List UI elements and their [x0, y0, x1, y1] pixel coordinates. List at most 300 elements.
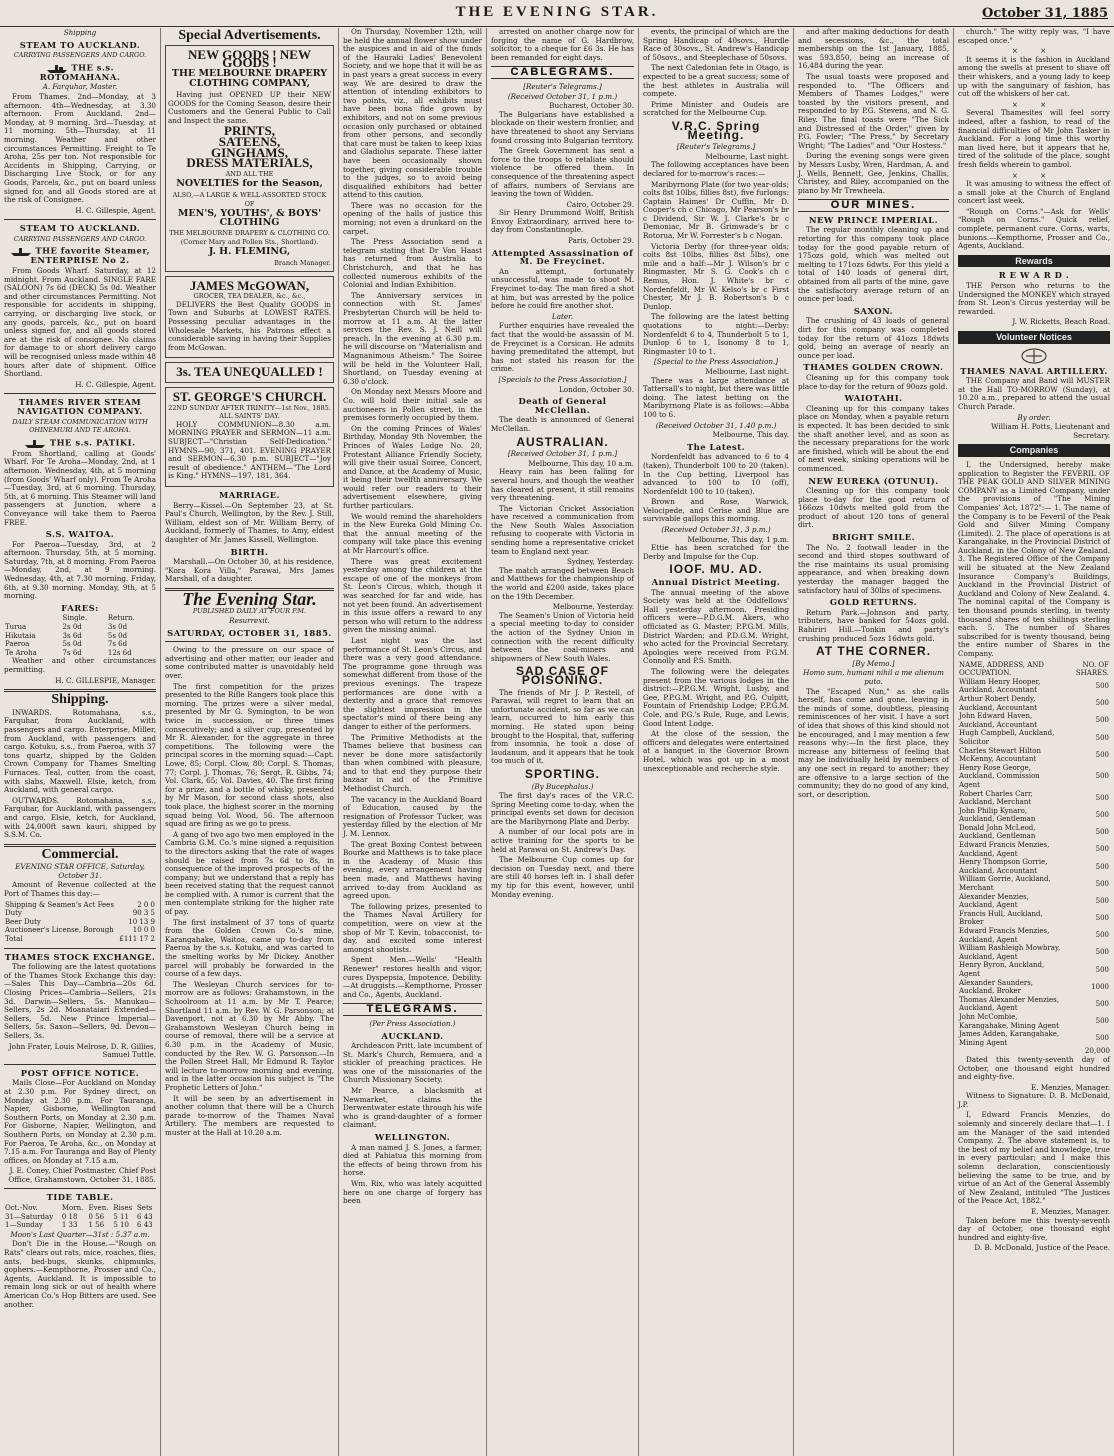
table-row [958, 893, 1110, 910]
news-paragraph: church." The witty reply was, "I have escaped once." [958, 28, 1110, 45]
editorial-paragraph: It will be seen by an advertisement in another column that there will be a Church parade to-morrow of the Thames Naval Artillery. The members are requested to muster at the Hall at 10.20 a.m. [165, 1093, 334, 1137]
table-cell: 500 [1095, 845, 1109, 854]
news-paragraph: An attempt, fortunately unsuccessful, was made to shoot M. Freycinet to-day. The man fired a shot at him, but was arrested by the police before he could fire another shot. [491, 266, 634, 311]
table-total-row [4, 935, 156, 944]
table-cell: Donald John McLeod, Auckland, Gentleman [959, 823, 1036, 841]
mine-name: BRIGHT SMILE. [831, 532, 916, 543]
birth-title: BIRTH. [230, 546, 269, 557]
reward-body: THE Person who returns to the Undersigned the MONKEY which strayed from St. Leon's Circus yesterday will be rewarded. [958, 281, 1110, 316]
paper-date: SATURDAY, OCTOBER 31, 1885. [167, 627, 332, 638]
table-cell: Beer Duty [5, 917, 41, 926]
declaration-footer: Taken before me this twenty-seventh day of October, one thousand eight hundred and eighty-five, [958, 1215, 1110, 1242]
table-cell: 500 [1095, 914, 1109, 923]
table-cell: Hikutaia [5, 631, 36, 640]
table-cell: £111 17 2 [119, 935, 155, 944]
ad-item: SATEENS, [218, 133, 281, 149]
ad-company: CLOTHING COMPANY, [189, 78, 310, 90]
mine-report: Cleaning up for this company took place to-day for the good return of 166ozs 10dwts melted gold from the product of about 120 tons of general dirt. [798, 486, 949, 530]
editorial-paragraph: The Wesleyan Church services for to-morrow are as follows: Grahamstown, in the Schoolroom at 11 a.m. by Mr T. Pearce; Shortland 11 a.m. by Rev. W. G. Parsonson; at Davenport, not at 6.30 by Mr Abby. The Grahamstown Wesleyan Church being in course of removal, there will be a service at 6.30 p.m. in the Academy of Music, conducted by the Rev. W. G. Parsonson.—In the Pollen Street Hall, Mr Edmund R. Taylor will lecture to-morrow morning and evening, and in the latter occasion his subject is "The Prophetic Letters of John." [165, 979, 334, 1092]
ad-headline: ST. GEORGE'S CHURCH. [172, 389, 327, 404]
mine-report: The crushing of 43 loads of general dirt for this company was completed today for the return of 41ozs 18dwts gold, being an average of nearly an ounce per load. [798, 316, 949, 360]
volunteer-body: THE Company and Band will MUSTER at the Hall TO-MORROW (Sunday), at 10.20 a.m., prepared to attend the usual Church Parade. [958, 376, 1110, 411]
ad-subtitle: DAILY STEAM COMMUNICATION WITH OHINEMURI AND TE AROHA. [12, 417, 148, 435]
divider [4, 1064, 156, 1065]
ad-subtitle: CARRYING PASSENGERS AND CARGO. [13, 234, 147, 243]
table-cell: 500 [1095, 879, 1109, 888]
section-marks: × × [1011, 170, 1057, 180]
ad-mens-clothing: MEN'S, YOUTHS', & BOYS' CLOTHING [177, 208, 322, 228]
table-cell: 500 [1095, 828, 1109, 837]
dated-line: Dated this twenty-seventh day of October, one thousand eight hundred and eighty-five. [958, 1054, 1110, 1082]
table-cell: 3s 0d [107, 623, 128, 632]
story-heading: Annual District Meeting. [651, 577, 781, 588]
table-cell: 500 [1095, 896, 1109, 905]
table-row [4, 926, 156, 935]
masthead [0, 0, 1114, 27]
ship-name: THE s.s. ROTOMAHANA. [39, 62, 121, 82]
story-heading: The Latest. [686, 441, 746, 452]
table-row [4, 1221, 156, 1230]
news-paragraph: The next Caledonian fete in Otago, is expected to be a great success; some of the best athletes in Australia will compete. [643, 63, 789, 99]
corner-heading: AT THE CORNER. [815, 644, 932, 659]
table-row [958, 858, 1110, 875]
grocer-ad [165, 276, 334, 359]
table-cell: Hugh Campbell, Auckland, Solicitor [959, 729, 1055, 746]
table-row [958, 729, 1110, 746]
table-cell: 10 13 9 [128, 917, 155, 926]
table-row [958, 1013, 1110, 1030]
news-paragraph: We would remind the shareholders in the New Eureka Gold Mining Co. that the annual meeting of the company will take place this evening at Mr Harcourt's office. [343, 511, 482, 556]
shares-total: 20,000 [1084, 1046, 1110, 1056]
dateline: AUCKLAND. [381, 1030, 444, 1041]
exchange-signature: John Frater, Louis Melrose, D. R. Gillies, Samuel Tuttle. [8, 1041, 156, 1060]
editorial-paragraph: A gang of two ago two men employed in the Cambria G.M. Co.'s mine signed a requisition to the directors asking that the rate of wages should be raised from 7s 6d to 8s, in consequence of the improved prospects of the company; but we understand that a reply has been received stating that the request cannot be complied with. A rumor is current that the men contemplate striking for the higher rate of pay. [165, 829, 334, 917]
table-cell: 500 [1095, 699, 1109, 708]
received-time: (Received October 31, 1.40 p.m.) [655, 420, 777, 430]
post-signature: J. E. Coney, Chief Postmaster. Chief Post Office, Grahamstown, October 31, 1885. [8, 1166, 156, 1184]
table-row [958, 927, 1110, 944]
ship-name: THE favorite Steamer, ENTERPRISE No 2. [4, 246, 156, 265]
table-cell: Te Aroha [5, 648, 37, 657]
table-cell: 0 56 [88, 1212, 105, 1221]
mine-name: NEW EUREKA (OTUNUI). [808, 475, 939, 486]
table-cell: 500 [1095, 793, 1109, 802]
news-paragraph: Mr Pearce, a blacksmith at Newmarket, claims the Derwentwater estate through his wife who is grand-daughter of a former claimant. [343, 1086, 482, 1130]
news-paragraph: The Greek Government has sent a force to the troops to retaliate should violence be offered them. In consequence of the threatening aspect of affairs, numbers of Servians are leaving the town of Widden. [491, 146, 634, 199]
inwards: INWARDS. Rotomahana, s.s., Farquhar, from Auckland, with passengers and cargo. Enterprise, Miller, from Auckland, with passengers and cargo. Kotuku, s.s., from Paeroa, with 37 tons quartz, shipped by the Golden Crown Company for Thames Smelting Furnaces. Teal, cutter, from the coast, with slabs, Maxwell. Elsie, ketch, from Auckland, with general cargo. [4, 707, 156, 795]
table-cell: Turua [5, 623, 27, 632]
fares-title: FARES: [61, 602, 99, 613]
sporting-heading: SPORTING. [524, 766, 600, 781]
news-paragraph: Last night was the last performance of St. Leon's Circus, and there was a very good attendance. The programme gone through was somewhat different from those of the previous evenings. The trapeze performances are done with a dexterity and a grace that removes the slightest impression in the spectator's mind of there being any danger to either of the performers. [343, 635, 482, 731]
ad-title: THAMES RIVER STEAM NAVIGATION COMPANY. [17, 397, 143, 416]
table-cell: 500 [1095, 810, 1109, 819]
section-marks: × × [1011, 46, 1057, 56]
ad-footer: THE MELBOURNE DRAPERY & CLOTHING CO. (Corner Mary and Pollen Sts., Shortland). [169, 229, 330, 246]
news-paragraph: Wm. Rix, who was lately acquitted here on one charge of forgery has been [343, 1179, 482, 1206]
mine-report: Return Park.—Johnson and party, tributers, have banked for 54ozs gold. Rahiriri Hill.—Tonkin and party's crushing produced 5ozs 16dwts gold. [798, 607, 949, 643]
declaration-signature: E. Menzies, Manager. [1031, 1207, 1110, 1216]
news-paragraph: The death is announced of General McClellan. [491, 415, 634, 433]
exchange-title: THAMES STOCK EXCHANGE. [4, 951, 156, 962]
table-cell: 500 [1095, 948, 1109, 957]
column-4 [486, 28, 638, 1456]
table-cell: 1000 [1091, 982, 1109, 991]
news-paragraph: It seems it is the fashion in Auckland among the swells at present to shave off their whiskers, and a young lady to keep up with the sanguinary of fashion, has cut off the whiskers of her cat. [958, 54, 1110, 99]
ad-company: THE MELBOURNE DRAPERY [171, 67, 328, 79]
table-header: Return. [107, 614, 135, 623]
table-header: Sets [137, 1204, 153, 1213]
table-row [958, 910, 1110, 927]
table-header [4, 614, 62, 623]
dateline: WELLINGTON. [374, 1132, 451, 1143]
divider [4, 393, 156, 394]
witness-line: Witness to Signature: D. B. McDonald, J.P. [958, 1091, 1110, 1109]
dateline: London, October 30. [559, 384, 634, 394]
table-cell: 500 [1095, 1000, 1109, 1009]
news-paragraph: The friends of Mr J. P. Restell, of Parawai, will regret to learn that an unfortunate accident, so far as we can learn, occurred to him early this morning. He stated upon being brought to the Hospital, that, suffering from insomnia, he took a dose of laudanum, and it appears that he took too much of it. [491, 687, 634, 766]
justice-signature: D. B. McDonald, Justice of the Peace. [974, 1243, 1110, 1253]
table-cell: 1—Sunday [5, 1221, 43, 1230]
table-cell: John Edward Haven, Auckland, Accountant [959, 712, 1038, 729]
table-row [958, 807, 1110, 824]
table-cell: 5 10 [113, 1221, 129, 1230]
table-header: Even. [88, 1204, 109, 1213]
issue-date: October 31, 1885 [982, 6, 1108, 21]
table-cell: 90 3 5 [132, 909, 155, 918]
news-paragraph: events, the principal of which are the Spring Handicap of 40sovs., Hurdle Race of 30sovs., St. Andrew's Handicap of 50sovs., and Steeplechase of 50sovs. [643, 28, 789, 62]
news-paragraph: The Bulgarians have established a blockade on their western frontier, and have threatened to shoot any Servians found crossing into Bulgarian territory. [491, 109, 634, 145]
ad-day: ALL SAINTS' DAY. [219, 412, 280, 421]
table-cell: 1 33 [61, 1221, 78, 1230]
news-paragraph: Prime Minister and Oudeis are scratched for the Melbourne Cup. [643, 99, 789, 118]
ad-title: STEAM TO AUCKLAND. [19, 223, 141, 234]
ad-also: ALSO,—A LARGE & WELL-ASSORTED STOCK OF [172, 190, 327, 208]
specials-label: [Special to the Press Association.] [653, 357, 779, 367]
received-time: [Received October 31, 1 p.m.] [507, 449, 618, 459]
news-paragraph: Archdeacon Pritt, late incumbent of St. Mark's Church, Remuera, and a stickler of preaching practices. He was one of the missionaries of the Church Missionary Society. [343, 1041, 482, 1085]
mines-heading: OUR MINES. [798, 199, 949, 212]
news-paragraph: The vacancy in the Auckland Board of Education, caused by the resignation of Professor Tucker, was yesterday filled by the election of Mr J. M. Lennox. [343, 794, 482, 839]
volunteer-signature: William H. Potts, Lieutenant and Secretary. [991, 422, 1110, 440]
table-row [958, 790, 1110, 807]
marriage-title: MARRIAGE. [218, 489, 281, 500]
table-cell: 3s 6d [62, 631, 82, 640]
table-cell: William Gorrie, Auckland, Merchant [959, 875, 1051, 893]
tea-ad [165, 362, 334, 383]
table-cell: James Adden, Karangahake, Mining Agent [959, 1030, 1060, 1047]
news-paragraph: Several Thamesites will feel sorry indeed, after a fashion, to read of the financial difficulties of Mr John Tasker in Auckland. For a long time this worthy man lived here, but it appears that he, tired of the solitude of the place, sought fresh fields wherein to gambol. [958, 108, 1110, 169]
companies-body: I, the Undersigned, hereby make application to Register the FEVERIL OF THE PEAK GOLD AND SILVER MINING COMPANY as a Limited Company, under the provisions of "The Mining Companies' Act, 1872":— 1. The name of the Company is to be Feveril of the Peak Gold and Silver Mining Company (Limited). 2. The place of operations is at Karangahake, in the Provincial District of Auckland, in the Colony of New Zealand. 3. The Registered Office of the Company will be situated at the New Zealand Insurance Company's Buildings, Auckland in the Provincial District of Auckland and Colony of New Zealand. 4. The nominal capital of the Company is ten thousand pounds sterling, in twenty thousand shares of ten shillings sterling each. 5. The number of Shares subscribed for is twenty thousand, being the entire number of Shares in the Company. [958, 459, 1110, 658]
ad-title: STEAM TO AUCKLAND. [19, 39, 141, 50]
table-cell: Total [5, 935, 23, 944]
vrc-source: [Reuter's Telegrams.] [676, 142, 756, 152]
ad-body: From Thames. 2nd—Monday, at 3 afternoon. 4th—Wednesday, at 3.30 afternoon. From Auckland. 2nd—Monday, at 9 morning. 3rd—Tuesday, at 11 morning. 5th—Thursday, at 11 morning. Weather and other circumstances Permitting. Freight to Te Aroha, 25s per ton. Not responsible for Accidents in Shipping, Carrying, or Discharging Live Stock, or for any Goods, Parcels, &c., put on board unless signed for, and all Goods stored are at the risk of Consignee. [4, 91, 156, 205]
declaration: I, Edward Francis Menzies, do solemnly and sincerely declare that—1. I am the Manager of the said intended Company. 2. The above statement is, to the best of my belief and knowledge, true in every particular; and I make this solemn declaration, conscientiously believing the same to be true, and by virtue of an Act of the General Assembly of New Zealand, intituled "The Justices of the Peace Act, 1882." [958, 1110, 1110, 1206]
dateline: Cairo, October 29. [566, 199, 634, 209]
table-cell: William Rashleigh Mowbray, Auckland, Agent [959, 944, 1061, 961]
table-row [958, 961, 1110, 978]
table-cell: Auctioneer's License, Borough [5, 926, 114, 935]
news-paragraph: The Primitive Methodists at the Thames believe that business can never be done more satisfactorily than when combined with pleasure, and to that end they purpose their bazaar in aid of the Primitive Methodist Church. [343, 732, 482, 794]
ad-signature-title: Branch Manager. [274, 259, 331, 268]
table-cell: Arthur Robert Dendy, Auckland, Accountant [959, 694, 1038, 712]
news-paragraph: The great Boxing Contest between Bourke and Matthews is to take place in the Academy of Music this evening, every arrangement having been made, and Matthews having arrived to-day from Auckland as agreed upon. [343, 839, 482, 901]
mine-name: THAMES GOLDEN CROWN. [803, 362, 944, 373]
office-dateline: EVENING STAR OFFICE, Saturday, October 31. [15, 862, 145, 880]
table-cell: Francis Hull, Auckland, Broker [959, 909, 1043, 927]
divider [4, 948, 156, 949]
table-row [958, 678, 1110, 695]
table-cell: Charles Stewart Hilton McKenny, Accountant [959, 746, 1042, 764]
table-cell: 500 [1095, 1017, 1109, 1026]
table-cell: 0 18 [61, 1212, 78, 1221]
table-header: Single. [62, 614, 88, 623]
dateline: Melbourne, This day. [712, 430, 789, 440]
table-cell: Paeroa [5, 640, 30, 649]
table-cell: Henry Byron, Auckland, Agent [959, 961, 1045, 978]
reward-title: R E W A R D . [998, 270, 1070, 281]
byline: [By Memo.] [852, 658, 895, 668]
mine-report: Cleaning up for this company takes place on Monday, when a payable return is expected. It has been decided to sink the shaft another level, and as soon as the necessary preparations for the work are finished, which will be about the end of next week, sinking operations will be commenced. [798, 403, 949, 473]
column-7 [953, 28, 1114, 1456]
table-cell: Robert Charles Carr, Auckland, Merchant [959, 789, 1033, 807]
table-cell: Henry Rose George, Auckland, Commission Agent [959, 763, 1040, 789]
ad-master: A. Farquhar, Master. [42, 82, 118, 92]
news-paragraph: The usual toasts were proposed and responded to. "The Officers and Members of Thames Lodges," were toasted by the visitors present, and responded to by P.G. Stevens, and N. G. Riley. The final toasts were "The Sick and Distressed of the Order," given by P.G. Fowler; "The Press," by Secretary Wright; "The Ladies" and "Our Hostess." [798, 71, 949, 150]
table-row [958, 712, 1110, 729]
telegrams-source: (Per Press Association.) [369, 1018, 456, 1028]
cablegrams-heading: CABLEGRAMS. [491, 66, 634, 79]
table-cell: Alexander Menzies, Auckland, Agent [959, 892, 1029, 910]
table-cell: 500 [1095, 733, 1109, 742]
moon-phase: Moon's Last Quarter—31st : 5.37 a.m. [10, 1229, 150, 1239]
table-header: NAME, ADDRESS, AND OCCUPATION. [959, 660, 1045, 678]
rewards-heading: Rewards [958, 255, 1110, 268]
column-3 [338, 28, 486, 1456]
table-header-row [4, 614, 156, 623]
table-cell: 500 [1095, 931, 1109, 940]
editorial-paragraph: Owing to the pressure on our space of advertising and other matter, our leader and some contributed matter is unavoidably held over. [165, 645, 334, 681]
ioof-heading: IOOF. MU. AD. [669, 562, 763, 577]
ship-name: S.S. WAITOA. [45, 529, 115, 540]
news-paragraph: and after making deductions for death and secessions, &c., the total membership on the 1st January, 1885, was 593,850, being an increase of 16,484 during the year. [798, 28, 949, 71]
table-row [4, 623, 156, 632]
ad-subtitle: 22ND SUNDAY AFTER TRINITY—1st Nov., 1885. [168, 403, 331, 412]
section-heading: Special Advertisements. [178, 28, 321, 43]
mine-name: SAXON. [853, 305, 894, 316]
editorial-paragraph: The first instalment of 37 tons of quartz from the Golden Crown Co.'s mine, Karangahake, Waitoa, came up to-day from Paeroa by the s.s. Kotuku, and was carted to the smelting works by Mr Dickey. Another parcel will probably be forwarded in the course of a few days. [165, 917, 334, 979]
table-cell: 31—Saturday [5, 1212, 54, 1221]
table-header: Oct.-Nov. [5, 1204, 38, 1213]
news-paragraph: The "Escaped Nun," as she calls herself, has come and gone, leaving in the minds of some, doubtless, pleasing reminiscences of her visit. I have a sort of idea that shows of this kind should not be encouraged, and I may mention a few reasons why:—In the first place, they increase any bitterness of feeling that may be individually held by members of any one sect in regard to another; they are offensive to a large section of the community; they do no good of any kind, sort, or description. [798, 686, 949, 799]
vrc-heading: V.R.C. Spring Meeting. [671, 118, 761, 142]
fares-table [4, 614, 156, 657]
news-paragraph: Sir Henry Drummond Wolff, British Envoy Extraordinary, arrived here to-day from Constantinople. [491, 208, 634, 235]
table-row [4, 1213, 156, 1222]
news-paragraph: On Thursday, November 12th, will be held the annual flower show under the auspices and in aid of the funds of the Hauraki Ladies' Benevolent Society, and we hope that it will be as in past years a great success in every way. We are desired to draw the attention of intending exhibitors to two points, viz., all exhibits must have been bona fide grown by exhibitors, and not on some previous occasion only purchased or obtained from other persons, and secondly that care must be taken to keep Ixias and Gladiolus separate. These latter have been occasionally shown together, giving considerable trouble to the judges, so to avoid being disqualified exhibitors had better attend to this caution. [343, 28, 482, 200]
table-cell: John McCombie, Karangahake, Mining Agent [959, 1012, 1059, 1030]
ad-signature: H. C. GILLESPIE, Manager. [55, 675, 156, 685]
table-cell: 500 [1095, 1034, 1109, 1043]
drapery-ad [165, 45, 334, 272]
columns [0, 28, 1114, 1456]
table-row [4, 901, 156, 910]
story-heading: Attempted Assassination of M. De Freycinet. [491, 247, 634, 267]
dateline: Melbourne, Last night. [705, 366, 789, 376]
section-heading: Shipping. [51, 692, 109, 708]
table-header-row [958, 661, 1110, 678]
table-cell: 2s 0d [62, 623, 82, 632]
story-heading: Death of General McClellan. [518, 396, 607, 415]
column-2 [160, 28, 338, 1456]
table-cell: 10 0 0 [132, 926, 155, 935]
table-cell: William Henry Hooper, Auckland, Accountant [959, 677, 1041, 695]
divider [165, 641, 334, 642]
received-time: (Received October 31, 3 p.m.) [661, 525, 771, 535]
ad-item: NOVELTIES for the Season, [176, 178, 323, 190]
table-cell: Duty [5, 909, 22, 918]
divider [4, 219, 156, 220]
mine-report: Cleaning up for this company took place to-day for the return of 90ozs gold. [798, 372, 949, 391]
news-paragraph: Further enquiries have revealed the fact that the would-be assassin of M. de Freycinet is a Corsican. He admits having premeditated the attempt, but has not stated his reason for the crime. [491, 321, 634, 374]
news-paragraph: There was no occasion for the opening of the halls of justice this morning; not even a drunkard on the carpet. [343, 200, 482, 236]
table-row [958, 979, 1110, 996]
news-paragraph: "Rough on Corns."—Ask for Wells' "Rough on Corns." Quick relief, complete, permanent cure. Corns, warts, bunions.—Kempthorne, Prosser and Co., Agents, Auckland. [958, 206, 1110, 251]
news-paragraph: arrested on another charge now for forging the name of G. Hardbrow, solicitor, to a cheque for £6 3s. He has been remanded for eight days. [491, 28, 634, 62]
table-header: NO. OF SHARES. [1075, 660, 1109, 678]
mine-name: NEW PRINCE IMPERIAL. [808, 214, 939, 225]
table-row [958, 944, 1110, 961]
fares-note: Weather and other circumstances permitting. [4, 656, 156, 674]
mine-report: The No. 2 footwall leader in the second and third stopes southward of the rise maintains its usual promising appearance, and when breaking down yesterday the manager bagged the satisfactory haul of 30lbs of specimens. [798, 542, 949, 595]
news-paragraph: The following acceptances have been declared for to-morrow's races:— [643, 160, 789, 178]
ad-headline: NEW GOODS ! NEW GOODS ! [188, 46, 311, 71]
birth-notice: Marshall.—On October 30, at his residence, "Kora Kora Villa," Parawai, Mrs James Marshall, of a daughter. [165, 557, 334, 584]
news-paragraph: The Press Association send a telegram stating that Dr Von Haast has returned from Australia to Christchurch, and that he has collected numerous exhibits of the Colonial and Indian Exhibition. [343, 237, 482, 290]
ad-body: Having just OPENED UP their NEW GOODS for the Coming Season, desire their Customers and the General Public to Call and Inspect the same. [168, 89, 331, 125]
reward-signature: J. W. Ricketts, Beach Road. [1012, 317, 1110, 327]
poisoning-heading: SAD CASE OF POISONING. [515, 664, 609, 687]
table-cell: 500 [1095, 965, 1109, 974]
paper-motto: Resurrexit. [229, 616, 270, 626]
table-row [958, 764, 1110, 790]
table-cell: Edward Francis Menzies, Auckland, Agent [959, 927, 1050, 944]
dateline: Melbourne, Last night. [705, 151, 789, 161]
table-cell: 12s 6d [107, 648, 132, 657]
table-header-row [4, 1204, 156, 1213]
received-time: (Received October 31, 1 p.m.) [507, 91, 618, 101]
news-paragraph: Nordenfeldt has advanced to 6 to 4 (taken), Thunderbolt 100 to 20 (taken). In the Cup betting, Liverpool has advanced to 100 to 10 (off), Nordenfeldt 100 to 10 (taken). [643, 452, 789, 496]
ad-signature: J. H. FLEMING, [208, 246, 291, 258]
table-row [4, 918, 156, 927]
mine-name: WAIOTAHI. [844, 393, 903, 404]
church-ad [165, 387, 334, 487]
table-cell: 500 [1095, 682, 1109, 691]
table-header: Morn. [61, 1204, 84, 1213]
news-paragraph: On Monday next Messrs Moore and Co. will hold their initial sale as auctioneers in Pollen street, in the premises formerly occupied by them. [343, 387, 482, 423]
news-paragraph: There was great excitement yesterday among the children at the escape of one of the monkeys from St. Leon's Circus, which, though it was searched for far and wide, has not yet been found. An advertisement in this issue offers a reward to any person who will return to the address given the missing animal. [343, 556, 482, 635]
news-paragraph: Ettie has been scratched for the Derby and Impulse for the Cup. [643, 543, 789, 561]
table-row [4, 632, 156, 641]
ad-item: AND ALL THE [225, 169, 274, 178]
paper-name: The Evening Star. [182, 588, 317, 609]
volunteer-order: By order. [1017, 412, 1051, 422]
table-cell: 7s 6d [107, 640, 128, 649]
ad-item: GINGHAMS, [211, 144, 288, 160]
later-label: Later. [551, 311, 574, 321]
crest-icon [1020, 348, 1048, 364]
dateline: Bucharest, October 30. [549, 101, 634, 111]
ad-body: From Shortland, calling at Goods' Wharf. For Te Aroha—Monday, 2nd, at 1 afternoon. Wednesday, 4th, at 5 morning (from Goods' Wharf only). From Te Aroha—Tuesday, 3rd, at 6 morning. Thursday, 5th, at 6 morning. This Steamer will land passengers at Junction, where a Conveyance will take them to Paeroa FREE. [4, 448, 156, 527]
table-cell: John Philip Kynaro, Auckland, Gentleman [959, 806, 1036, 824]
table-row [958, 875, 1110, 892]
news-paragraph: Brown and Rose, Warwick, Velocipede, and Cerise and Blue are survivable gallops this morning. [643, 497, 789, 524]
table-cell: 7s 6d [62, 648, 82, 657]
mine-name: GOLD RETURNS. [829, 597, 918, 608]
table-row [958, 841, 1110, 858]
ad-headline: JAMES McGOWAN, [189, 277, 310, 293]
paper-published: PUBLISHED DAILY AT FOUR P.M. [192, 607, 307, 616]
table-cell: 500 [1095, 750, 1109, 759]
news-paragraph: At the close of the session, the officers and delegates were entertained at a banquet in the Governor Brown Hotel, which was got up in a most unexceptionable and recherche style. [643, 729, 789, 773]
ad-signature: H. C. Gillespie, Agent. [75, 205, 156, 215]
table-row [4, 640, 156, 649]
table-row [958, 1030, 1110, 1047]
cablegrams-source: [Reuter's Telegrams.] [523, 81, 602, 91]
ad-item: DRESS MATERIALS, [186, 155, 313, 171]
news-paragraph: There was a large attendance at Tattersall's to night, but there was little doing. The latest betting on the Maribyrnong Plate is as follows:—Abba 100 to 6. [643, 375, 789, 419]
revenue-table [4, 901, 156, 944]
byline: (By Bucephalus.) [531, 781, 594, 791]
news-paragraph: The annual meeting of the above Society was held at the Oddfellows' Hall yesterday afternoon. Presiding officers were—P.D.G.M. Akers, who officiated as G. Master; P.P.G.M. Mills, District Warden; and P.D.G.M. Wright, who acted for the Provincial Secretary. Apologies were received from P.G.M. Connolly and P.S. Smith. [643, 587, 789, 666]
column-6 [793, 28, 953, 1456]
corner-motto: Homo sum, humani nihil a me alienum puto. [803, 668, 944, 686]
section-label: Shipping [63, 28, 97, 37]
section-heading: Commercial. [41, 846, 119, 862]
dateline: Melbourne, This day, 1 p.m. [687, 534, 789, 544]
news-paragraph: The Seamen's Union of Victoria held a special meeting to-day to consider the action of the Sydney Union in connection with the recent difficulty between the coal-miners and shipowners of New South Wales. [491, 610, 634, 663]
table-cell: 2 0 0 [137, 900, 155, 909]
table-cell: 500 [1095, 862, 1109, 871]
dateline: Melbourne, This day, 10 a.m. [528, 458, 634, 468]
news-paragraph: A number of our local pots are in active training for the sports to be held at Parawai on St. Andrew's Day. [491, 827, 634, 854]
telegrams-heading: TELEGRAMS. [343, 1003, 482, 1016]
table-row [958, 695, 1110, 712]
volunteer-heading: Volunteer Notices [958, 331, 1110, 344]
table-cell: 1 56 [88, 1221, 105, 1230]
volunteer-unit: THAMES NAVAL ARTILLERY. [960, 365, 1108, 376]
table-cell: Edward Francis Menzies, Auckland, Agent [959, 841, 1050, 858]
tail-notice: Don't Die in the House.—"Rough on Rats" clears out rats, mice, roaches, flies, ants, bed-bugs, skunks, chipmunks, gophers.—Kempthorne, Prosser and Co., Agents, Auckland. It is impossible to remain long sick or out of health where American Co.'s Hop Bitters are used. See another. [4, 1239, 156, 1309]
ad-subtitle: CARRYING PASSENGERS AND CARGO. [13, 51, 147, 60]
editorial-paragraph: The first competition for the prizes presented to the Rifle Rangers took place this morning. The prizes were a silver medal, presented by Mr G. Symington, to be won twice in succession, or three times consecutively; and a silver cup, presented by Mr R. Alexander, for the aggregate in three competitions. The following were the principal scores in the morning squad:—Capt. Lowe, 85; Corpl. Clow, 80; Corpl. S. Thomas, 77; Corpl. J. Thomas, 76; Sergt. R. Gibbs, 74; Vol. Clark, 65; Vol. Davies, 40. The first firing for a prize, and a bottle of whisky, presented by Mr Mason, for second class shots, also took place, the highest scorer in the morning squad being Vol. Wood, 56. The afternoon squad are firing as we go to press. [165, 681, 334, 829]
outwards: OUTWARDS. Rotomahana, s.s., Farquhar, for Auckland, with passengers and cargo. Elsie, ketch, for Auckland, with 24,000ft sawn kauri, shipped by S.S.M. Co. [4, 795, 156, 840]
mine-report: The regular monthly cleaning up and retorting for this company took place today for the good payable return of 175ozs gold, which was melted out melting to 171ozs 6dwts. For this yield a total of 140 loads of general dirt, obtained from all parts of the mine, gave the satisfactory average return of an ounce per load. [798, 225, 949, 304]
news-paragraph: Heavy rain has been falling for several hours, and though the weather has cleared at present, it still remains very threatening. [491, 467, 634, 503]
news-paragraph: Maribyrnong Plate (for two year-olds; colts 8st 10lbs, fillies 8st), five furlongs: Captain Haimes' Dr Cuffin, Mr D. Cooper's ch c Chicago, Mr Pearson's br c Dividend, Sir W. J. Clarke's br c Demoniac, Mr B. Grimwade's br c Rotorua, Mr W. Forrester's b c Nogan. [643, 179, 789, 241]
table-cell: 500 [1095, 716, 1109, 725]
news-paragraph: The Melbourne Cup comes up for decision on Tuesday next, and there are still 40 horses left in. I shall defer my tip for this event, however, until Monday evening. [491, 855, 634, 899]
australian-heading: AUSTRALIAN. [516, 434, 609, 449]
ad-item: PRINTS, [224, 123, 275, 139]
ad-signature: H. C. Gillespie, Agent. [75, 379, 156, 389]
news-paragraph: It was amusing to witness the effect of a small joke at the Church of England concert last week. [958, 179, 1110, 206]
table-cell: Thomas Alexander Menzies, Auckland, Agent [959, 995, 1059, 1013]
marriage-notice: Berry—Kissel.—On September 23, at St. Paul's Church, Wellington, by the Rev. J. Still, William, eldest son of Mr. William Berry, of Auckland, formerly of Thames, to Amy, eldest daughter of Mr. James Kissell, Wellington. [165, 500, 334, 544]
news-paragraph: The match arranged between Beach and Matthews for the championship of the world and £200 aside, takes place on the 19th December. [491, 565, 634, 601]
exchange-body: The following are the latest quotations of the Thames Stock Exchange this day:—Sales This Day—Cambria—20s 6d. Closing Prices—Cambria—Sellers, 21s 3d. Darwin—Sellers, 5s. Manukau—Sellers, 2s 2d. Moanataiari Extended—Sellers, 5d. New Prince Imperial—Sellers, 5s. Saxon—Sellers, 9d. Devon—Sellers, 3s. [4, 962, 156, 1040]
